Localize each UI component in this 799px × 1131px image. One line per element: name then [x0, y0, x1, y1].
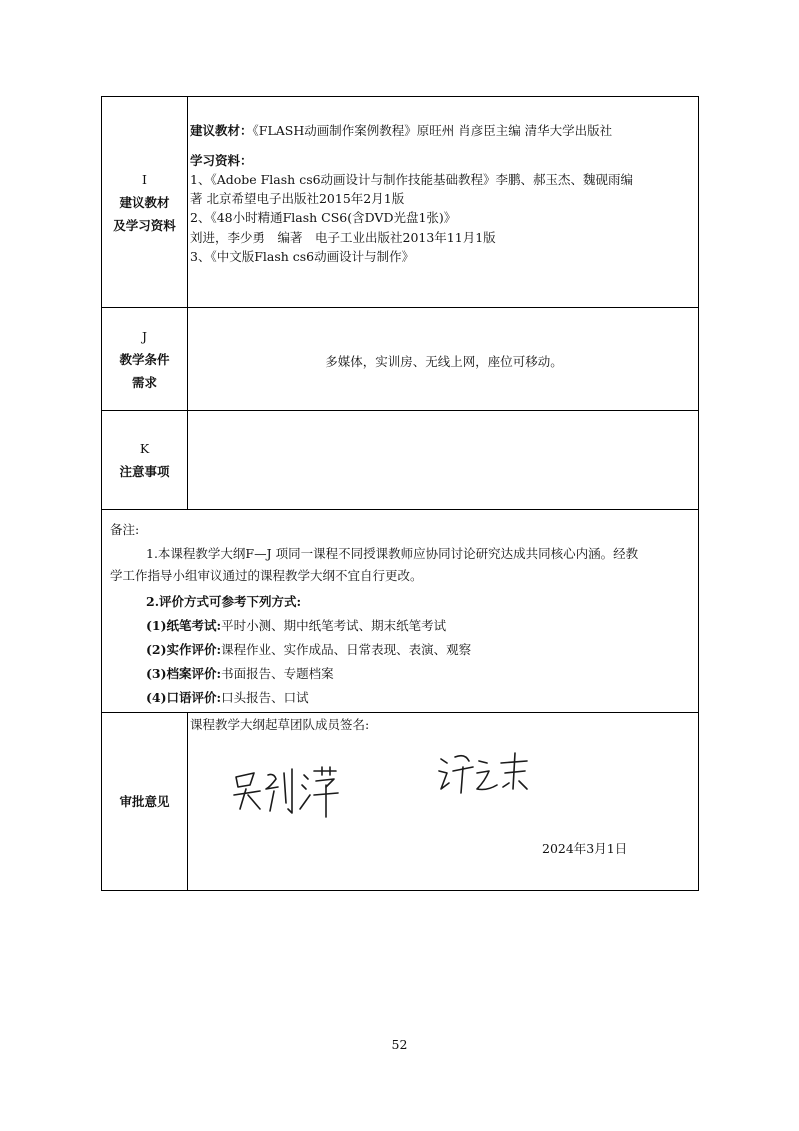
- eval-item-4-text: 口头报告、口试: [221, 690, 309, 705]
- material-2-line2: 刘进，李少勇 编著 电子工业出版社2013年11月1版: [190, 230, 496, 245]
- material-3-line1: 3、《中文版Flash cs6动画设计与制作》: [190, 249, 415, 264]
- eval-item-1: [146, 617, 446, 634]
- sign-prompt: 课程教学大纲起草团队成员签名:: [190, 717, 370, 732]
- eval-item-4-label: (4)口语评价:: [146, 690, 222, 705]
- section-k-title-line1: 注意事项: [119, 464, 170, 479]
- textbook-line: [190, 122, 612, 139]
- section-k-content: [190, 411, 698, 509]
- page-number: 52: [391, 1037, 408, 1052]
- eval-item-2-text: 课程作业、实作成品、日常表现、表演、观察: [221, 642, 472, 657]
- eval-item-2-label: (2)实作评价:: [146, 642, 222, 657]
- eval-item-4: [146, 689, 309, 706]
- teaching-conditions-text: 多媒体，实训房、无线上网，座位可移动。: [325, 354, 563, 369]
- section-j-label: [102, 308, 188, 410]
- section-j-content: [190, 308, 698, 410]
- section-k-label: [102, 411, 188, 509]
- approval-date: 2024年3月1日: [542, 841, 628, 856]
- notes-title: 备注:: [110, 522, 140, 537]
- approval-content: [190, 713, 698, 890]
- eval-item-1-label: (1)纸笔考试:: [146, 618, 222, 633]
- eval-item-3-label: (3)档案评价:: [146, 666, 222, 681]
- section-i-content: [190, 97, 698, 307]
- notes-content: [102, 510, 698, 712]
- textbook-label: 建议教材：: [190, 123, 253, 138]
- note-1-line1: 1.本课程教学大纲F—J 项同一课程不同授课教师应协同讨论研究达成共同核心内涵。经教: [146, 546, 639, 561]
- approval-label: [102, 713, 188, 890]
- section-i-letter: I: [142, 171, 147, 187]
- syllabus-table: [101, 96, 699, 891]
- material-1-line2: 著 北京希望电子出版社2015年2月1版: [190, 191, 405, 206]
- section-j-title-line1: 教学条件: [119, 351, 170, 367]
- section-j-title-line2: 需求: [131, 374, 157, 390]
- note-2-title: 2.评价方式可参考下列方式:: [146, 594, 302, 609]
- section-i-title-line2: 及学习资料: [113, 217, 176, 233]
- eval-item-3: [146, 665, 334, 682]
- notes-row: [102, 510, 698, 713]
- materials-label: 学习资料：: [190, 153, 253, 168]
- signature-1-image: [230, 759, 350, 819]
- section-i-row: [102, 97, 698, 308]
- note-1-line2: 学工作指导小组审议通过的课程教学大纲不宜自行更改。: [110, 568, 423, 583]
- eval-item-3-text: 书面报告、专题档案: [221, 666, 334, 681]
- section-i-label: [102, 97, 188, 307]
- section-i-title-line1: 建议教材: [119, 194, 170, 210]
- approval-row: [102, 713, 698, 890]
- section-k-letter: K: [139, 441, 150, 456]
- signature-2-image: [435, 749, 535, 799]
- eval-item-1-text: 平时小测、期中纸笔考试、期末纸笔考试: [221, 618, 447, 633]
- textbook-text: 《FLASH动画制作案例教程》原旺州 肖彦臣主编 清华大学出版社: [252, 123, 613, 138]
- section-k-row: [102, 411, 698, 510]
- material-1-line1: 1、《Adobe Flash cs6动画设计与制作技能基础教程》李鹏、郝玉杰、魏砚雨编: [190, 172, 634, 187]
- section-j-letter: J: [141, 328, 147, 344]
- eval-item-2: [146, 641, 471, 658]
- section-j-row: [102, 308, 698, 411]
- approval-title: 审批意见: [119, 794, 170, 809]
- material-2-line1: 2、《48小时精通Flash CS6(含DVD光盘1张)》: [190, 210, 457, 225]
